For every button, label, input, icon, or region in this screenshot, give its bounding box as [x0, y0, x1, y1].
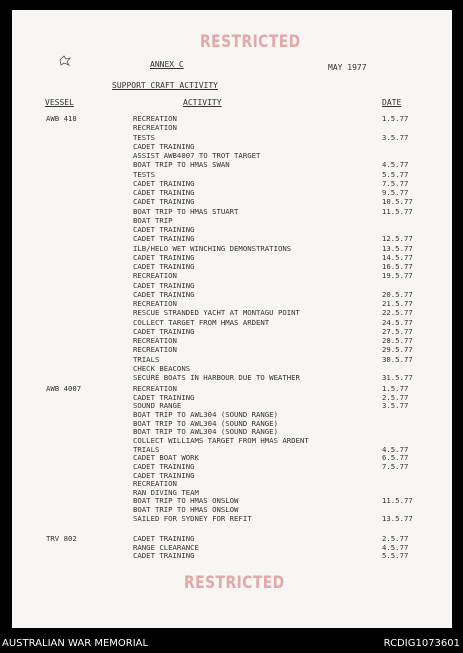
table-row	[12, 262, 452, 271]
row-activity: CADET TRAINING	[133, 551, 195, 560]
row-date: 22.5.77	[382, 308, 413, 318]
row-activity: CADET TRAINING	[133, 470, 195, 480]
restricted-stamp-bottom: RESTRICTED	[184, 573, 285, 593]
row-date: 1.5.77	[382, 114, 409, 123]
row-activity: RECREATION	[133, 123, 177, 133]
row-activity: COLLECT TARGET FROM HMAS ARDENT	[133, 317, 270, 327]
restricted-stamp-top: RESTRICTED	[200, 32, 301, 52]
row-activity: RECREATION	[133, 345, 177, 355]
row-activity: CADET TRAINING	[133, 262, 195, 271]
table-row	[12, 436, 452, 445]
row-date: 31.5.77	[382, 373, 413, 382]
row-activity: BOAT TRIP TO HMAS ONSLOW	[133, 505, 239, 515]
table-row	[12, 355, 452, 364]
table-row	[12, 496, 452, 505]
row-date: 1.5.77	[382, 384, 409, 393]
row-activity: RECREATION	[133, 479, 177, 489]
table-row	[12, 244, 452, 253]
row-date: 24.5.77	[382, 317, 413, 327]
row-date: 4.5.77	[382, 542, 409, 552]
row-activity: CADET TRAINING	[133, 392, 195, 402]
row-date: 11.5.77	[382, 496, 413, 506]
row-activity: CADET TRAINING	[133, 178, 195, 188]
table-row	[12, 133, 452, 142]
column-header-activity: ACTIVITY	[183, 98, 222, 107]
table-row	[12, 114, 452, 123]
row-activity: COLLECT WILLIAMS TARGET FROM HMAS ARDENT	[133, 435, 309, 445]
row-activity: CADET TRAINING	[133, 326, 195, 336]
row-activity: CADET TRAINING	[133, 252, 195, 262]
table-row	[12, 308, 452, 317]
table-row	[12, 551, 452, 560]
table-row	[12, 505, 452, 514]
table-row	[12, 479, 452, 488]
row-activity: CADET TRAINING	[133, 280, 195, 290]
paper-blemish-mark	[58, 54, 72, 66]
footer-institution: AUSTRALIAN WAR MEMORIAL	[2, 638, 149, 649]
table-row	[12, 151, 452, 160]
row-date: 3.5.77	[382, 401, 409, 411]
column-header-date: DATE	[382, 98, 402, 107]
row-date: 5.5.77	[382, 551, 409, 560]
row-date: 30.5.77	[382, 354, 413, 364]
row-activity: BOAT TRIP TO HMAS SWAN	[133, 160, 230, 170]
table-row	[12, 364, 452, 373]
row-activity: TESTS	[133, 169, 155, 179]
table-row	[12, 170, 452, 179]
table-row	[12, 197, 452, 206]
table-row	[12, 318, 452, 327]
row-date: 6.5.77	[382, 453, 409, 463]
table-row	[12, 271, 452, 280]
table-row	[12, 290, 452, 299]
row-date: 2.5.77	[382, 534, 409, 543]
row-activity: RECREATION	[133, 384, 177, 393]
row-date: 12.5.77	[382, 234, 413, 244]
row-date: 5.5.77	[382, 169, 409, 179]
document-page	[12, 10, 452, 628]
table-row	[12, 234, 452, 243]
row-date: 4.5.77	[382, 444, 409, 454]
row-activity: CADET TRAINING	[133, 461, 195, 471]
table-row	[12, 336, 452, 345]
row-date: 21.5.77	[382, 299, 413, 308]
row-activity: CHECK BEACONS	[133, 363, 191, 373]
row-date: 9.5.77	[382, 188, 409, 197]
annex-label: ANNEX C	[150, 60, 184, 69]
row-activity: RESCUE STRANDED YACHT AT MONTAGU POINT	[133, 308, 300, 318]
table-row	[12, 188, 452, 197]
table-row	[12, 373, 452, 382]
row-date: 3.5.77	[382, 132, 409, 142]
row-activity: RECREATION	[133, 271, 177, 281]
row-activity: CADET TRAINING	[133, 141, 195, 151]
table-row	[12, 419, 452, 428]
row-date: 11.5.77	[382, 206, 413, 216]
table-row	[12, 281, 452, 290]
row-date: 4.5.77	[382, 160, 409, 170]
table-row	[12, 299, 452, 308]
table-row	[12, 123, 452, 132]
table-row	[12, 393, 452, 402]
row-date: 13.5.77	[382, 243, 413, 253]
row-vessel: TRV 802	[46, 534, 77, 543]
document-date: MAY 1977	[328, 63, 367, 72]
row-activity: BOAT TRIP	[133, 215, 173, 225]
row-activity: SECURE BOATS IN HARBOUR DUE TO WEATHER	[133, 373, 300, 382]
row-activity: SAILED FOR SYDNEY FOR REFIT	[133, 513, 252, 523]
row-activity: TESTS	[133, 132, 155, 142]
row-date: 16.5.77	[382, 262, 413, 271]
row-activity: CADET TRAINING	[133, 534, 195, 543]
table-row	[12, 216, 452, 225]
row-activity: CADET BOAT WORK	[133, 453, 199, 463]
row-activity: BOAT TRIP TO AWL304 (SOUND RANGE)	[133, 427, 278, 437]
row-activity: CADET TRAINING	[133, 289, 195, 299]
row-activity: RECREATION	[133, 114, 177, 123]
table-row	[12, 142, 452, 151]
row-activity: RANGE CLEARANCE	[133, 542, 199, 552]
table-row	[12, 207, 452, 216]
row-activity: TRIALS	[133, 354, 160, 364]
row-date: 13.5.77	[382, 513, 413, 523]
row-date: 10.5.77	[382, 197, 413, 207]
row-activity: CADET TRAINING	[133, 188, 195, 197]
row-date: 29.5.77	[382, 345, 413, 355]
row-activity: ASSIST AWB4007 TO TROT TARGET	[133, 151, 261, 160]
row-date: 20.5.77	[382, 289, 413, 299]
row-date: 14.5.77	[382, 252, 413, 262]
row-activity: RECREATION	[133, 299, 177, 308]
table-row	[12, 253, 452, 262]
row-date: 7.5.77	[382, 461, 409, 471]
row-date: 2.5.77	[382, 392, 409, 402]
table-row	[12, 453, 452, 462]
document-title: SUPPORT CRAFT ACTIVITY	[112, 81, 218, 90]
row-activity: BOAT TRIP TO AWL304 (SOUND RANGE)	[133, 409, 278, 419]
row-activity: CADET TRAINING	[133, 234, 195, 244]
row-activity: SOUND RANGE	[133, 401, 182, 411]
row-activity: BOAT TRIP TO AWL304 (SOUND RANGE)	[133, 418, 278, 428]
table-row	[12, 327, 452, 336]
row-activity: CADET TRAINING	[133, 197, 195, 207]
row-activity: ILB/HELO WET WINCHING DEMONSTRATIONS	[133, 243, 292, 253]
column-header-vessel: VESSEL	[45, 98, 74, 107]
row-activity: RAN DIVING TEAM	[133, 487, 199, 497]
table-row	[12, 410, 452, 419]
row-activity: RECREATION	[133, 336, 177, 345]
table-row	[12, 160, 452, 169]
archive-footer	[0, 636, 463, 653]
row-activity: BOAT TRIP TO HMAS STUART	[133, 206, 239, 216]
footer-record-id: RCDIG1073601	[383, 638, 460, 649]
table-row	[12, 179, 452, 188]
table-row	[12, 345, 452, 354]
table-row	[12, 514, 452, 523]
row-vessel: AWB 418	[46, 114, 77, 123]
row-date: 27.5.77	[382, 326, 413, 336]
row-vessel: AWB 4007	[46, 384, 82, 393]
row-activity: TRIALS	[133, 444, 160, 454]
row-activity: BOAT TRIP TO HMAS ONSLOW	[133, 496, 239, 506]
table-row	[12, 225, 452, 234]
row-date: 7.5.77	[382, 178, 409, 188]
row-date: 28.5.77	[382, 336, 413, 345]
row-activity: CADET TRAINING	[133, 225, 195, 234]
row-date: 19.5.77	[382, 271, 413, 281]
